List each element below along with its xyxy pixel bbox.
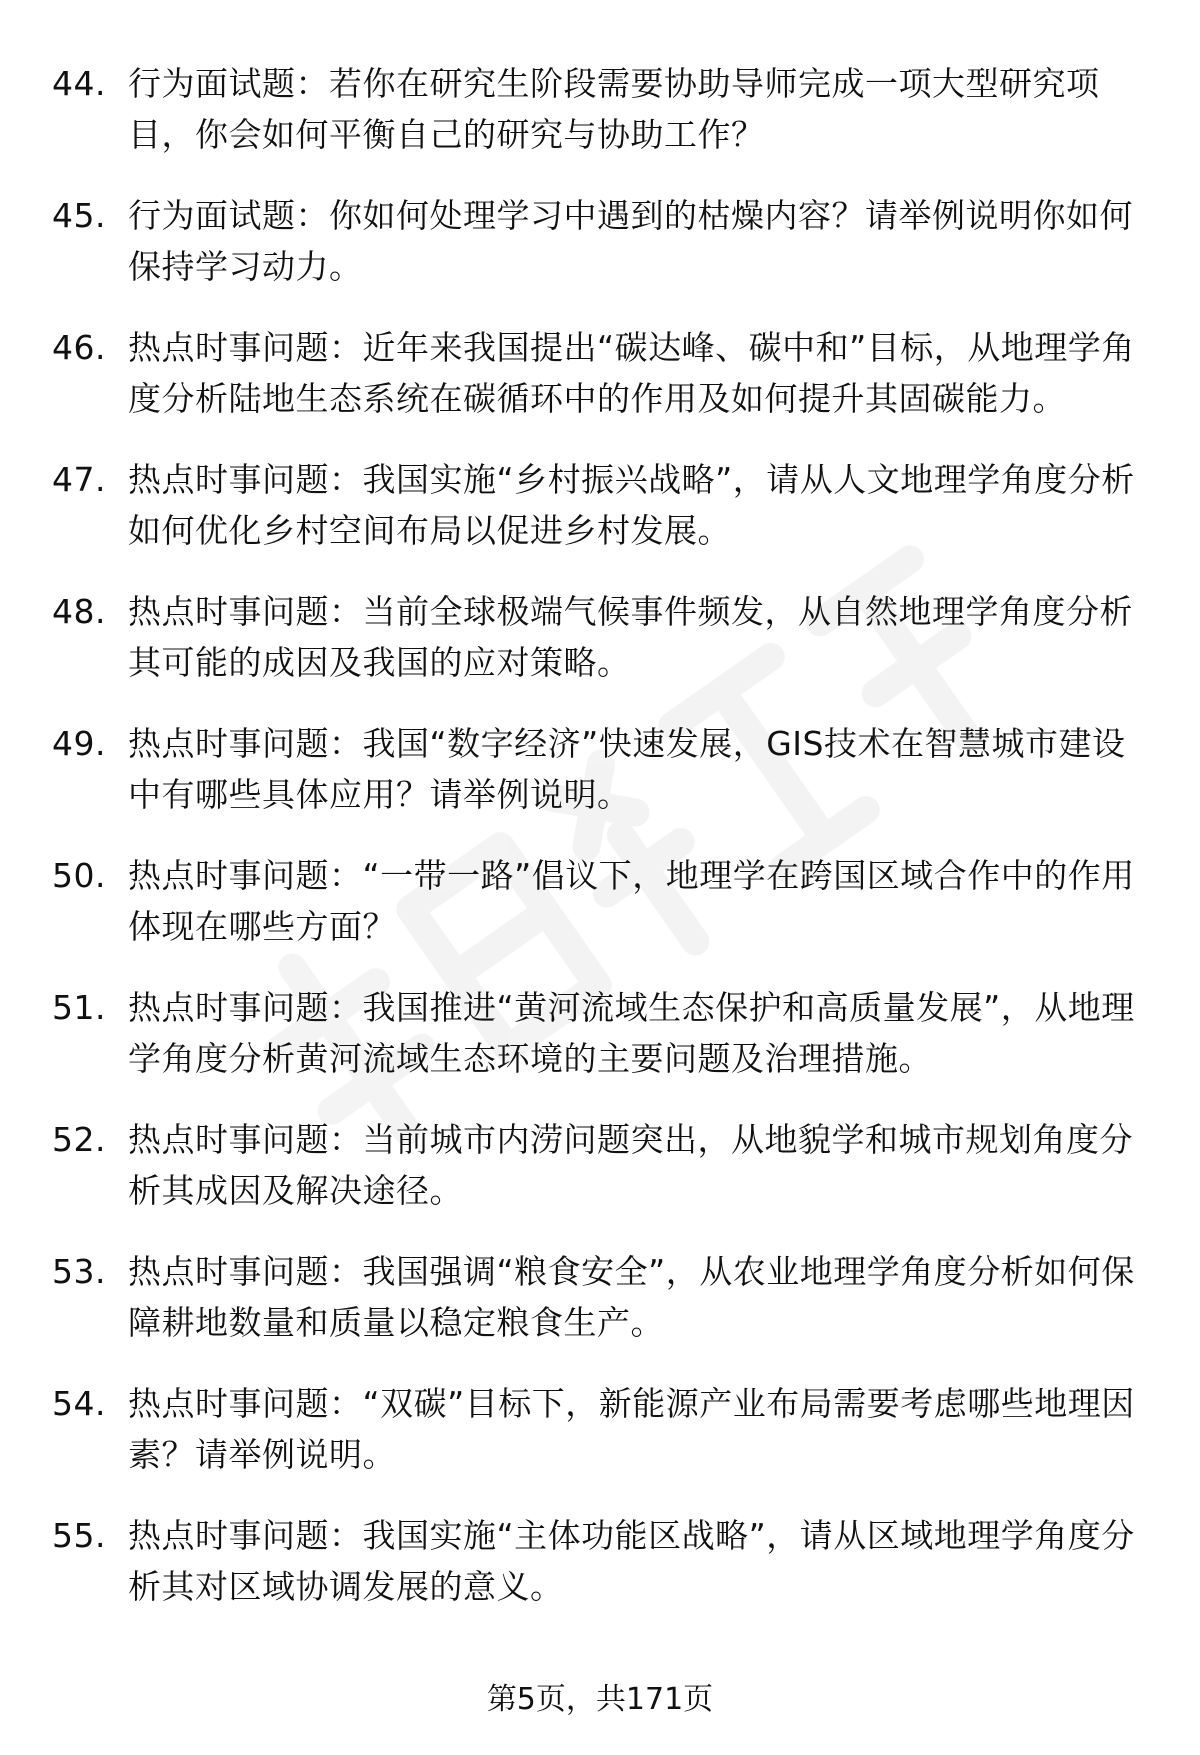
question-number: 46.: [52, 328, 106, 367]
question-number: 44.: [52, 64, 106, 103]
question-text: 热点时事问题：我国推进“黄河流域生态保护和高质量发展”，从地理学角度分析黄河流域生态环境的主要问题及治理措施。: [128, 988, 1135, 1078]
question-text: 热点时事问题：“双碳”目标下，新能源产业布局需要考虑哪些地理因素？请举例说明。: [128, 1384, 1135, 1474]
question-text: 行为面试题：你如何处理学习中遇到的枯燥内容？请举例说明你如何保持学习动力。: [128, 196, 1133, 286]
question-number: 53.: [52, 1252, 106, 1291]
question-item-49: [52, 718, 1142, 820]
question-text: 行为面试题：若你在研究生阶段需要协助导师完成一项大型研究项目，你会如何平衡自己的研究与协助工作？: [128, 64, 1100, 154]
question-text: 热点时事问题：“一带一路”倡议下，地理学在跨国区域合作中的作用体现在哪些方面？: [128, 856, 1135, 946]
page-number-footer: 第5页，共171页: [486, 1682, 714, 1717]
question-number: 52.: [52, 1120, 106, 1159]
question-text: 热点时事问题：我国强调“粮食安全”，从农业地理学角度分析如何保障耕地数量和质量以稳定粮食生产。: [128, 1252, 1135, 1342]
question-item-51: [52, 982, 1142, 1084]
question-item-54: [52, 1378, 1142, 1480]
question-text: 热点时事问题：我国实施“乡村振兴战略”，请从人文地理学角度分析如何优化乡村空间布局以促进乡村发展。: [128, 460, 1135, 550]
question-number: 50.: [52, 856, 106, 895]
question-number: 45.: [52, 196, 106, 235]
question-item-53: [52, 1246, 1142, 1348]
question-text: 热点时事问题：我国“数字经济”快速发展，GIS技术在智慧城市建设中有哪些具体应用？请举例说明。: [128, 724, 1126, 814]
question-number: 49.: [52, 724, 106, 763]
question-item-55: [52, 1510, 1142, 1612]
question-item-50: [52, 850, 1142, 952]
question-number: 54.: [52, 1384, 106, 1423]
question-text: 热点时事问题：当前全球极端气候事件频发，从自然地理学角度分析其可能的成因及我国的应对策略。: [128, 592, 1133, 682]
question-list: [52, 58, 1142, 1641]
question-number: 47.: [52, 460, 106, 499]
question-text: 热点时事问题：近年来我国提出“碳达峰、碳中和”目标，从地理学角度分析陆地生态系统在碳循环中的作用及如何提升其固碳能力。: [128, 328, 1135, 418]
question-text: 热点时事问题：当前城市内涝问题突出，从地貌学和城市规划角度分析其成因及解决途径。: [128, 1120, 1133, 1210]
question-item-45: [52, 190, 1142, 292]
question-item-44: [52, 58, 1142, 160]
question-number: 51.: [52, 988, 106, 1027]
question-text: 热点时事问题：我国实施“主体功能区战略”，请从区域地理学角度分析其对区域协调发展的意义。: [128, 1516, 1135, 1606]
question-number: 55.: [52, 1516, 106, 1555]
question-item-52: [52, 1114, 1142, 1216]
question-item-47: [52, 454, 1142, 556]
question-number: 48.: [52, 592, 106, 631]
question-item-48: [52, 586, 1142, 688]
question-item-46: [52, 322, 1142, 424]
